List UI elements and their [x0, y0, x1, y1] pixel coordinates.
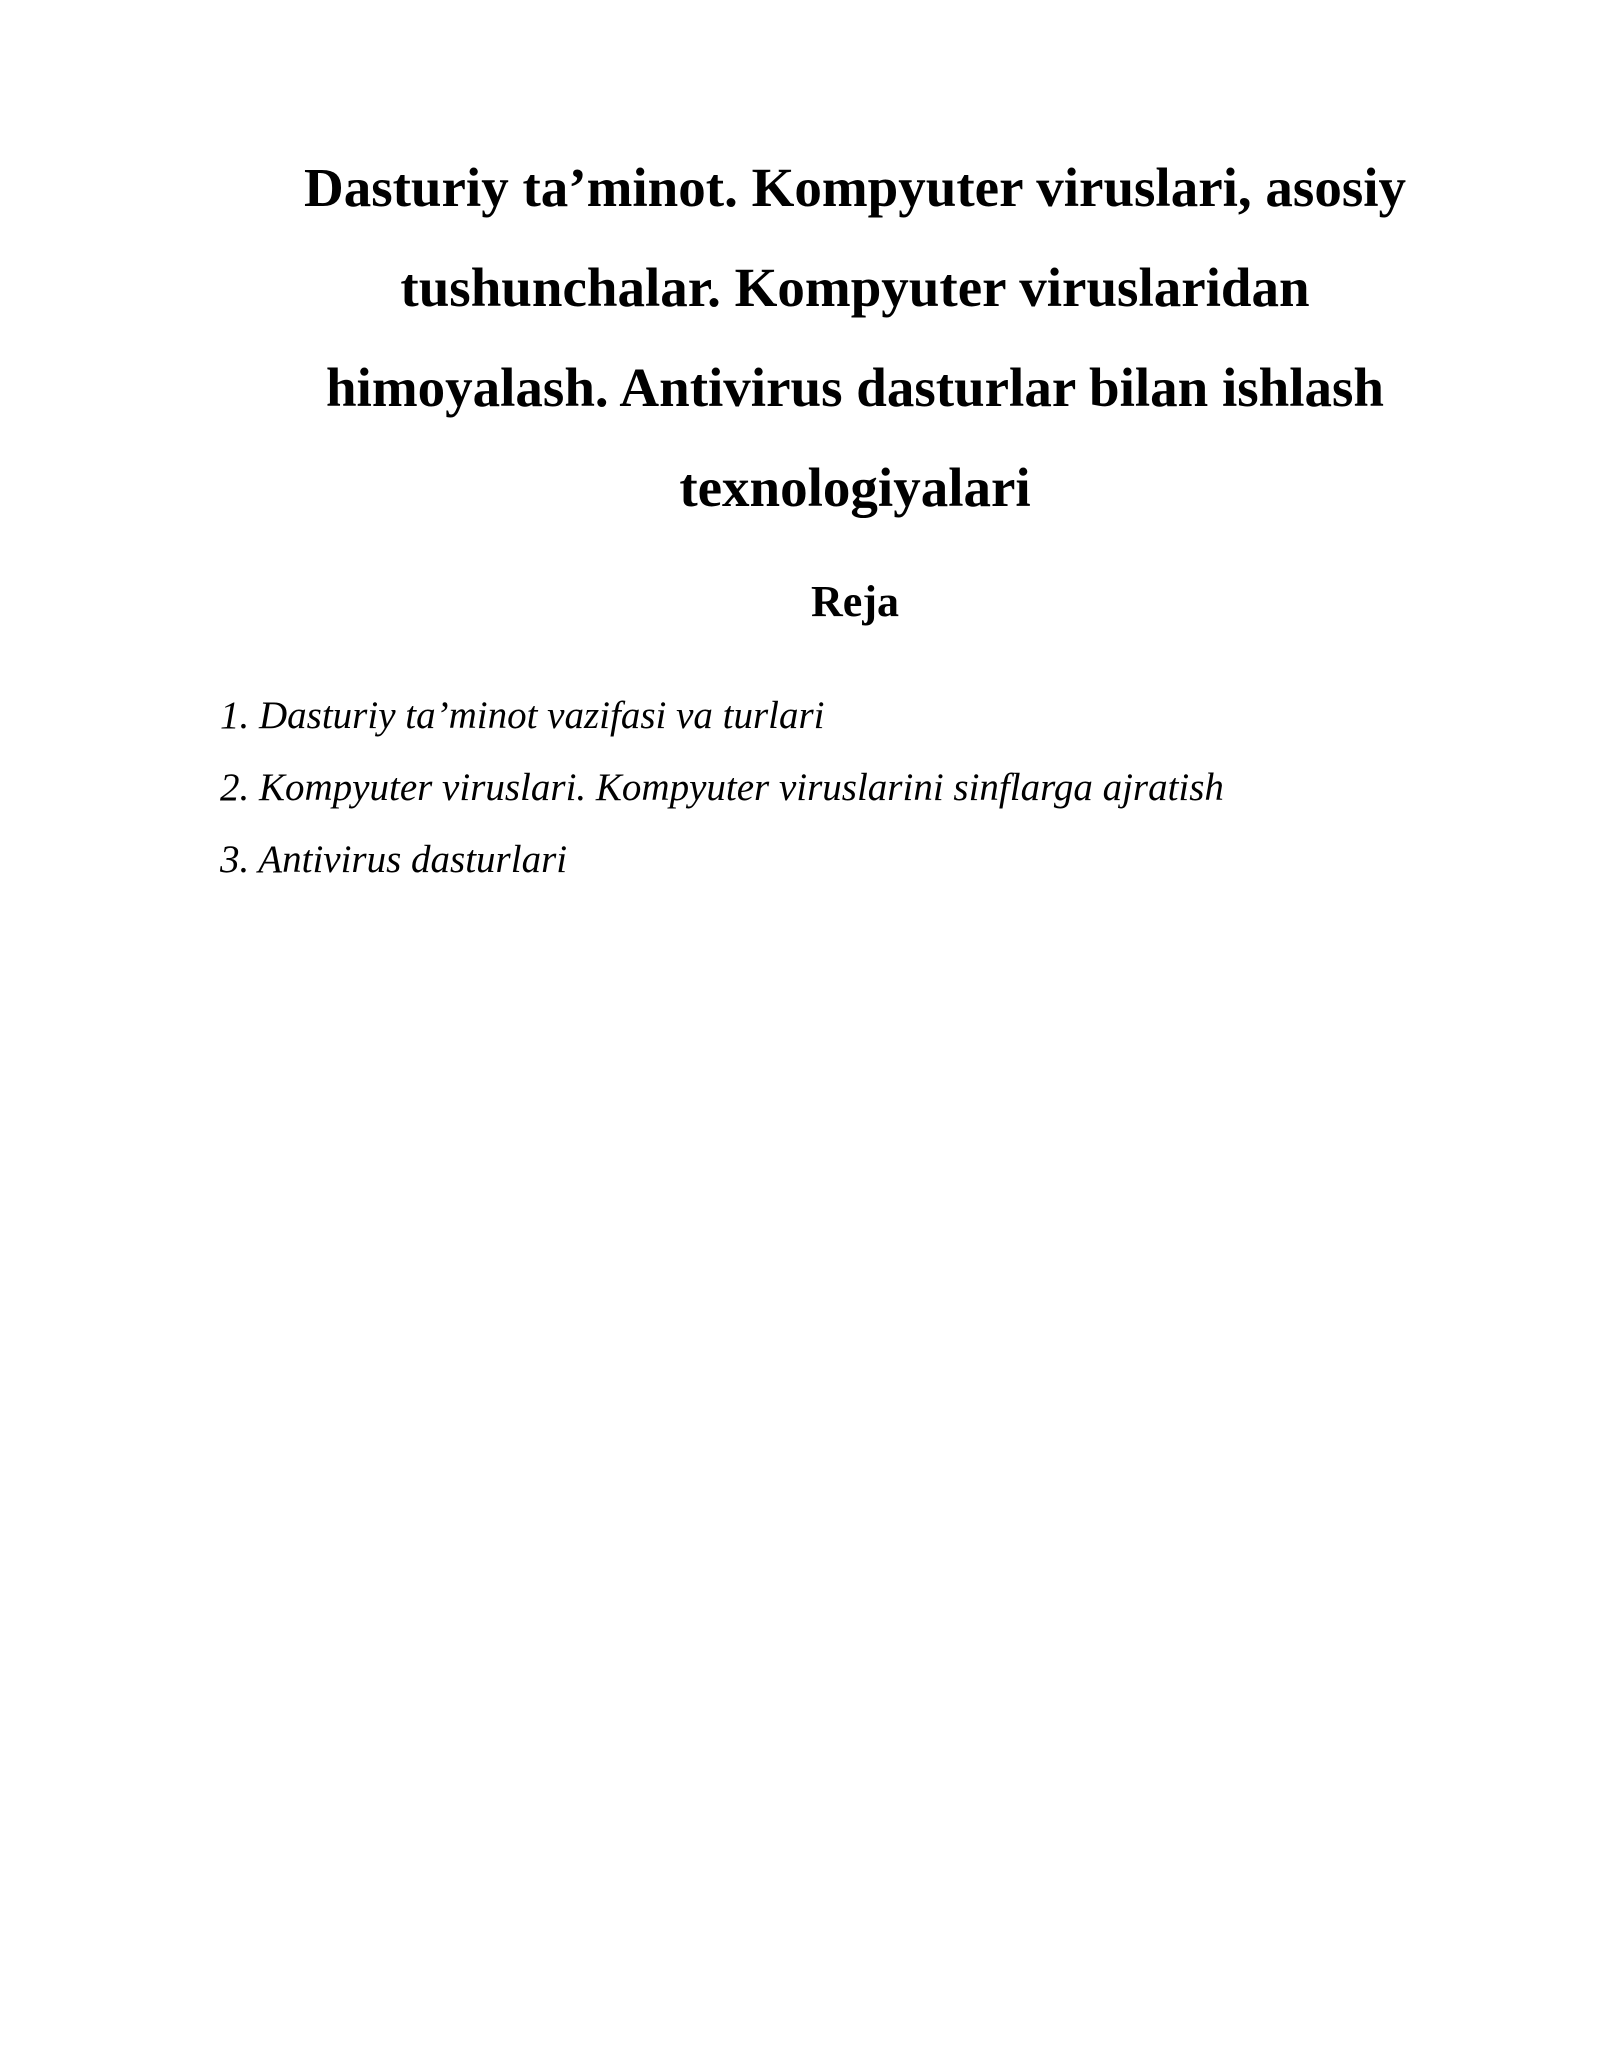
title-line: texnologiyalari	[679, 457, 1031, 518]
title-line: tushunchalar. Kompyuter viruslaridan	[400, 257, 1310, 318]
document-title	[230, 138, 1480, 538]
plan-heading: Reja	[811, 577, 899, 626]
title-line: himoyalash. Antivirus dasturlar bilan ishlash	[325, 357, 1385, 418]
plan-item: 3. Antivirus dasturlari	[220, 838, 568, 881]
plan-list	[220, 680, 1224, 896]
title-line: Dasturiy ta’minot. Kompyuter viruslari, asosiy	[303, 157, 1406, 218]
plan-item: 2. Kompyuter viruslari. Kompyuter viruslarini sinflarga ajratish	[220, 766, 1224, 809]
plan-item: 1. Dasturiy ta’minot vazifasi va turlari	[220, 694, 825, 737]
